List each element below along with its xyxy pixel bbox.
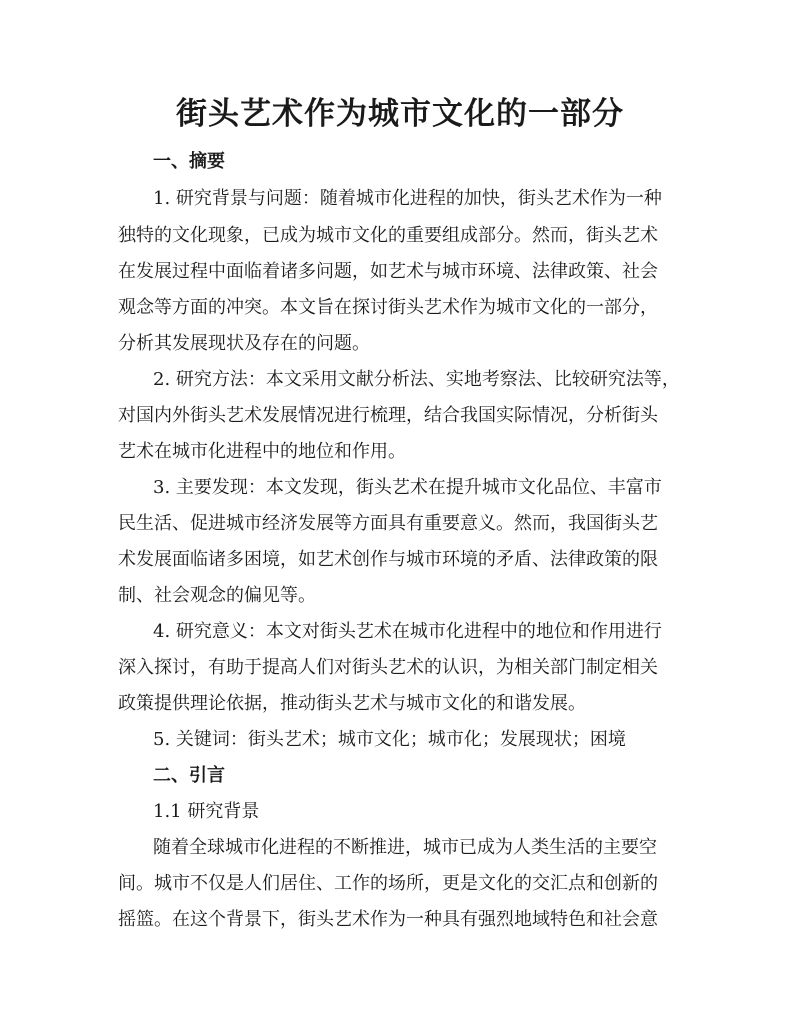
paragraph-line: 分析其发展现状及存在的问题。 [118, 333, 370, 354]
paragraph-line: 间。城市不仅是人们居住、工作的场所，更是文化的交汇点和创新的 [118, 873, 658, 894]
paragraph-line: 独特的文化现象，已成为城市文化的重要组成部分。然而，街头艺术 [118, 225, 658, 246]
document-title: 街头艺术作为城市文化的一部分 [176, 96, 624, 132]
paragraph-line: 在发展过程中面临着诸多问题，如艺术与城市环境、法律政策、社会 [118, 261, 658, 282]
paragraph-line: 对国内外街头艺术发展情况进行梳理，结合我国实际情况，分析街头 [118, 405, 658, 426]
subsection-heading: 1.1 研究背景 [153, 801, 260, 822]
paragraph-line: 4. 研究意义：本文对街头艺术在城市化进程中的地位和作用进行 [153, 621, 662, 642]
paragraph-line: 制、社会观念的偏见等。 [118, 585, 316, 606]
paragraph-line: 艺术在城市化进程中的地位和作用。 [118, 441, 406, 462]
paragraph-line: 政策提供理论依据，推动街头艺术与城市文化的和谐发展。 [118, 693, 586, 714]
paragraph-line: 深入探讨，有助于提高人们对街头艺术的认识，为相关部门制定相关 [118, 657, 658, 678]
paragraph-line: 术发展面临诸多困境，如艺术创作与城市环境的矛盾、法律政策的限 [118, 549, 658, 570]
paragraph-line: 2. 研究方法：本文采用文献分析法、实地考察法、比较研究法等， [153, 369, 680, 390]
paragraph-line: 1. 研究背景与问题：随着城市化进程的加快，街头艺术作为一种 [153, 188, 662, 209]
intro-heading: 二、引言 [153, 765, 225, 786]
keywords-line: 5. 关键词：街头艺术；城市文化；城市化；发展现状；困境 [153, 729, 626, 750]
abstract-heading: 一、摘要 [153, 151, 225, 172]
paragraph-line: 随着全球城市化进程的不断推进，城市已成为人类生活的主要空 [153, 837, 657, 858]
paragraph-line: 摇篮。在这个背景下，街头艺术作为一种具有强烈地域特色和社会意 [118, 909, 658, 930]
paragraph-line: 3. 主要发现：本文发现，街头艺术在提升城市文化品位、丰富市 [153, 477, 662, 498]
paragraph-line: 民生活、促进城市经济发展等方面具有重要意义。然而，我国街头艺 [118, 513, 658, 534]
paragraph-line: 观念等方面的冲突。本文旨在探讨街头艺术作为城市文化的一部分， [118, 297, 658, 318]
